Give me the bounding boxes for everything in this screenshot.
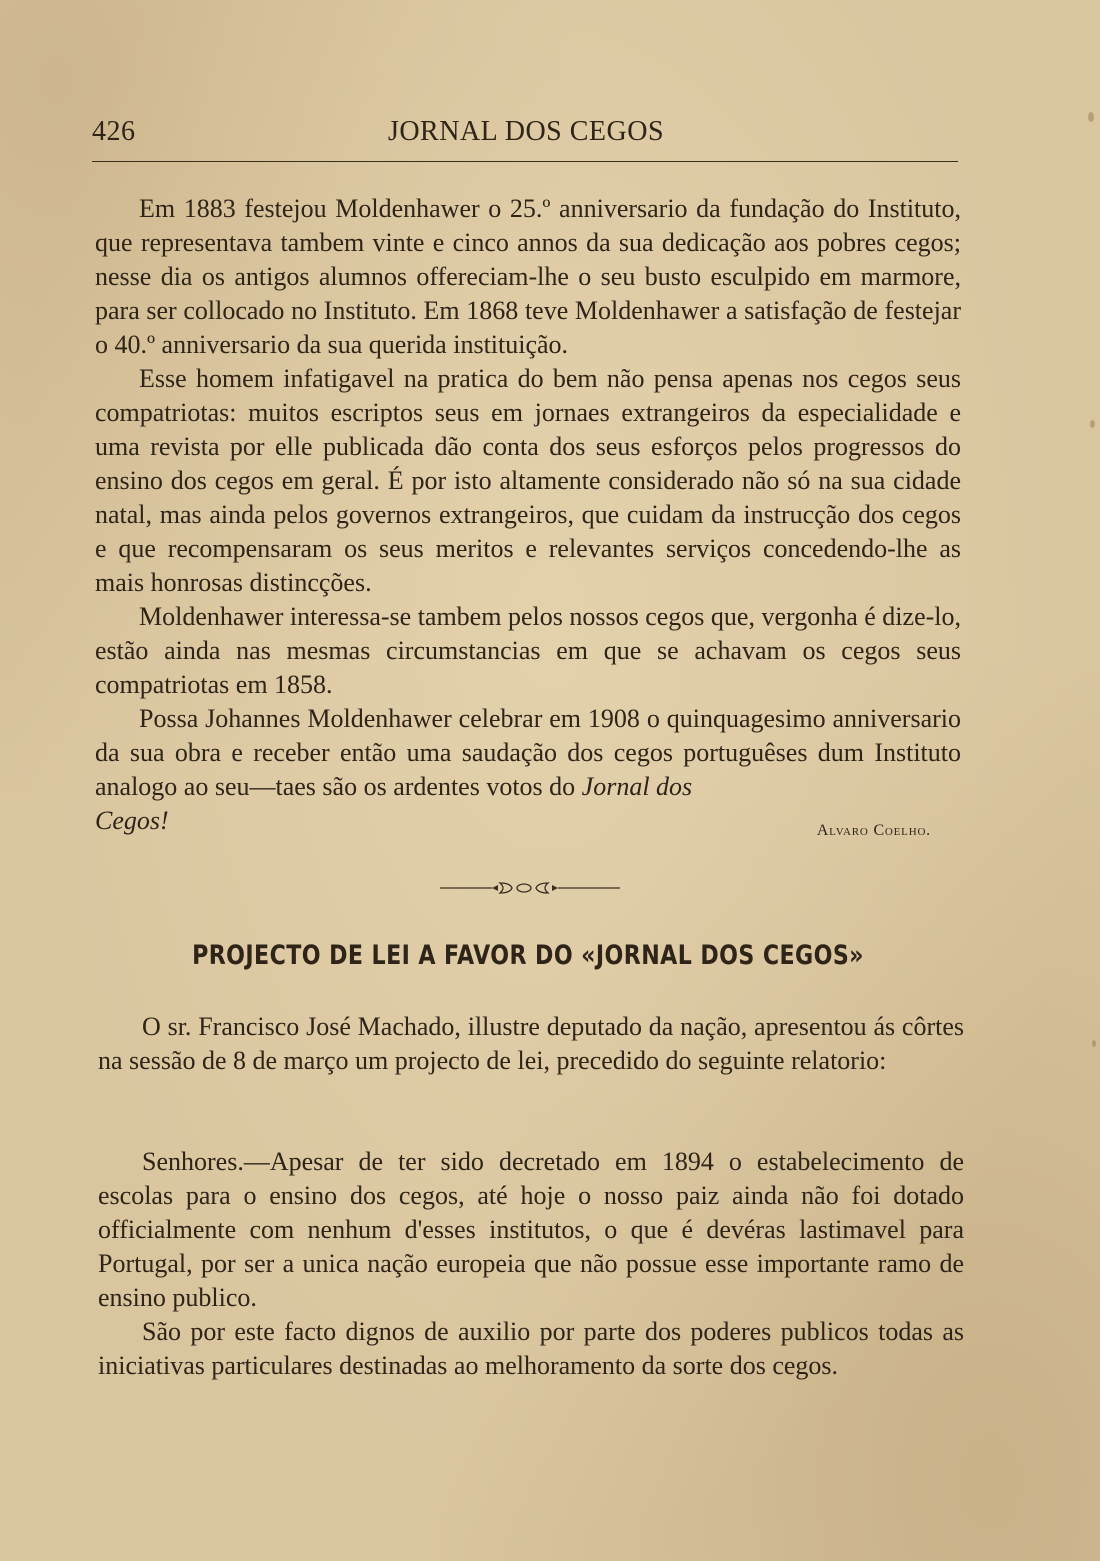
paragraph: O sr. Francisco José Machado, illustre deputado da nação, apresentou ás côrtes na sessão de 8 de março um projecto de lei, precedido do seguinte relatorio:	[98, 1012, 964, 1075]
closing-italic: Jornal dos	[581, 772, 693, 801]
article-moldenhawer	[95, 192, 961, 838]
header-rule	[92, 161, 958, 162]
paper-speck	[1090, 420, 1095, 428]
section-heading: PROJECTO DE LEI A FAVOR DO «JORNAL DOS CEGOS»	[192, 940, 864, 971]
running-title: JORNAL DOS CEGOS	[387, 116, 665, 147]
author-signature: Alvaro Coelho.	[816, 822, 931, 839]
paragraph-text: Possa Johannes Moldenhawer celebrar em 1908 o quinquagesimo anniversario da sua obra e receber então uma saudação dos cegos portuguêses dum Instituto analogo ao seu—taes são os ardentes votos do	[95, 704, 961, 801]
signoff-line	[95, 804, 961, 838]
paragraph: Moldenhawer interessa-se tambem pelos nossos cegos que, vergonha é dize-lo, estão ainda nas mesmas circumstancias em que se achavam os cegos seus compatriotas em 1858.	[95, 602, 961, 699]
paper-speck	[1088, 112, 1094, 122]
paragraph	[95, 702, 961, 804]
decorative-divider-icon	[440, 878, 620, 898]
page-header	[92, 112, 960, 156]
paper-speck	[1092, 1040, 1096, 1047]
paragraph: São por este facto dignos de auxilio por parte dos poderes publicos todas as iniciativas particulares destinadas ao melhoramento da sorte dos cegos.	[98, 1317, 964, 1380]
paragraph: Senhores.—Apesar de ter sido decretado em 1894 o estabelecimento de escolas para o ensino dos cegos, até hoje o nosso paiz ainda não foi dotado officialmente com nenhum d'esses institutos, o que é devéras lastimavel para Portugal, por ser a unica nação europeia que não possue esse importante ramo de ensino publico.	[98, 1147, 964, 1312]
page-number: 426	[92, 116, 136, 147]
paragraph: Em 1883 festejou Moldenhawer o 25.º anniversario da fundação do Instituto, que representava tambem vinte e cinco annos da sua dedicação aos pobres cegos; nesse dia os antigos alumnos offereciam-lhe o seu busto esculpido em marmore, para ser collocado no Instituto. Em 1868 teve Moldenhawer a satisfação de festejar o 40.º anniversario da sua querida instituição.	[95, 194, 961, 359]
paragraph: Esse homem infatigavel na pratica do bem não pensa apenas nos cegos seus compatriotas: muitos escriptos seus em jornaes extrangeiros da especialidade e uma revista por elle publicada dão conta dos seus esforços pelos progressos do ensino dos cegos em geral. É por isto altamente considerado não só na sua cidade natal, mas ainda pelos governos extrangeiros, que cuidam da instrucção dos cegos e que recompensaram os seus meritos e relevantes serviços concedendo-lhe as mais honrosas distincções.	[95, 364, 961, 597]
section-report	[98, 1145, 964, 1383]
closing-italic-end: Cegos!	[95, 806, 169, 835]
section-intro	[98, 1010, 964, 1078]
